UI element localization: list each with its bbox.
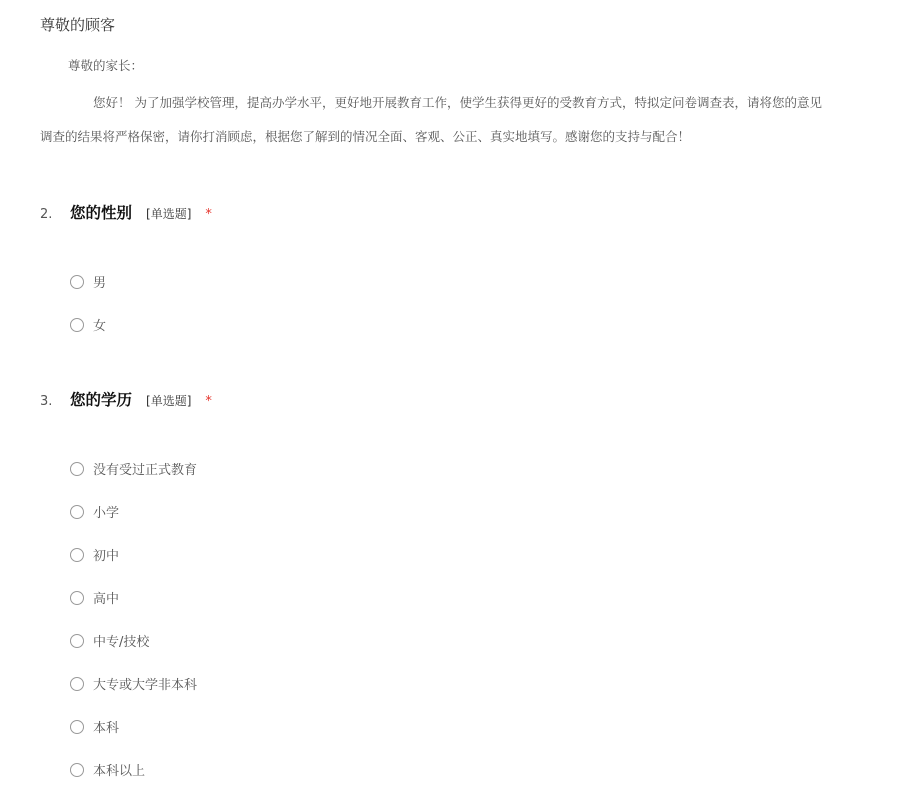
question-gender: [40, 201, 880, 334]
option-above-bachelor[interactable]: [70, 748, 197, 791]
option-list: [70, 260, 106, 346]
option-label: 初中: [93, 549, 120, 564]
option-label: 女: [93, 319, 107, 334]
question-type: [单选题]: [146, 207, 192, 221]
option-junior-high[interactable]: [70, 533, 197, 576]
required-marker: *: [205, 207, 212, 222]
radio-button[interactable]: [70, 634, 84, 648]
question-title: 您的学历: [70, 391, 133, 409]
radio-button[interactable]: [70, 763, 84, 777]
option-label: 大专或大学非本科: [93, 678, 198, 693]
option-label: 男: [93, 276, 107, 291]
question-number: 2.: [40, 207, 53, 222]
intro-salutation: 尊敬的家长：: [68, 58, 144, 73]
question-header: [40, 388, 880, 412]
radio-button[interactable]: [70, 318, 84, 332]
radio-button[interactable]: [70, 275, 84, 289]
option-female[interactable]: [70, 303, 106, 346]
radio-button[interactable]: [70, 548, 84, 562]
survey-title: 尊敬的顾客: [40, 16, 116, 34]
option-vocational[interactable]: [70, 619, 197, 662]
question-type: [单选题]: [146, 394, 192, 408]
intro-body-line-1: 您好！ 为了加强学校管理，提高办学水平，更好地开展教育工作，使学生获得更好的受教育方式，特拟定问卷调查表，请将您的意见: [93, 95, 822, 110]
survey-intro: [40, 56, 900, 147]
radio-button[interactable]: [70, 677, 84, 691]
option-male[interactable]: [70, 260, 106, 303]
question-number: 3.: [40, 394, 53, 409]
option-bachelor[interactable]: [70, 705, 197, 748]
required-marker: *: [205, 394, 212, 409]
radio-button[interactable]: [70, 591, 84, 605]
option-label: 本科: [93, 721, 120, 736]
radio-button[interactable]: [70, 462, 84, 476]
option-list: [70, 447, 197, 791]
option-label: 小学: [93, 506, 120, 521]
option-label: 本科以上: [93, 764, 146, 779]
question-title: 您的性别: [70, 204, 133, 222]
option-label: 没有受过正式教育: [93, 463, 198, 478]
option-college-non-bachelor[interactable]: [70, 662, 197, 705]
question-education: [40, 388, 880, 779]
radio-button[interactable]: [70, 720, 84, 734]
option-no-education[interactable]: [70, 447, 197, 490]
option-label: 高中: [93, 592, 120, 607]
intro-body-line-2: 调查的结果将严格保密，请你打消顾虑，根据您了解到的情况全面、客观、公正、真实地填写。感谢您的支持与配合！: [40, 129, 691, 144]
option-senior-high[interactable]: [70, 576, 197, 619]
option-label: 中专/技校: [93, 635, 150, 650]
option-primary-school[interactable]: [70, 490, 197, 533]
question-header: [40, 201, 880, 225]
radio-button[interactable]: [70, 505, 84, 519]
